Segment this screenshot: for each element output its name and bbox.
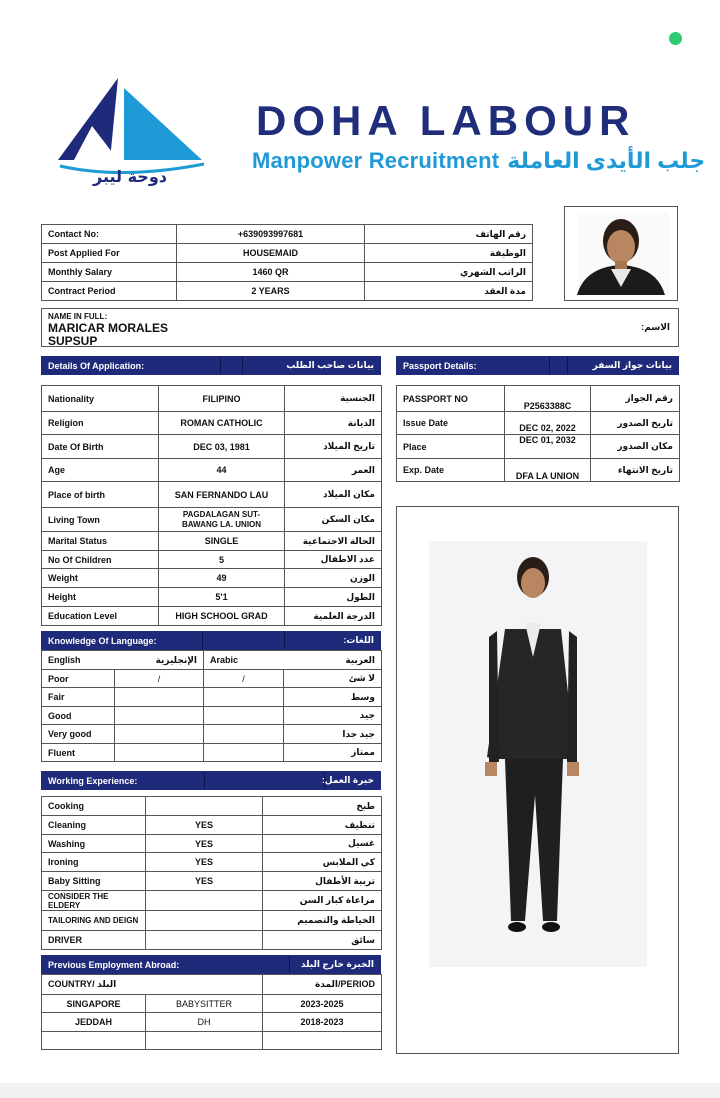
skill-value bbox=[146, 911, 263, 931]
name-label: NAME IN FULL: bbox=[48, 312, 108, 321]
table-row bbox=[42, 551, 382, 569]
level-ar: ممتاز bbox=[284, 744, 382, 762]
table-row bbox=[42, 1013, 382, 1032]
passport-ar: تاريخ الصدور bbox=[591, 412, 680, 435]
brand-subtitle-ar: جلب الأيدى العاملة bbox=[507, 148, 706, 173]
level-english bbox=[115, 707, 204, 725]
logo-arabic-text: دوحة ليبر bbox=[93, 167, 167, 186]
full-name bbox=[48, 322, 168, 348]
language-header-en: Knowledge Of Language: bbox=[48, 636, 157, 646]
passport-value: DEC 02, 2022 bbox=[505, 412, 591, 435]
col-english-ar: الإنجليزية bbox=[115, 651, 204, 670]
skill-value bbox=[146, 797, 263, 816]
table-row bbox=[42, 797, 382, 816]
contract-label: Contract Period bbox=[42, 282, 177, 301]
detail-label: Marital Status bbox=[42, 532, 159, 551]
contact-ar: رقم الهاتف bbox=[365, 225, 533, 244]
skill-ar: تنظيف bbox=[263, 816, 382, 835]
level-ar: وسط bbox=[284, 688, 382, 707]
table-row bbox=[42, 244, 533, 263]
level-ar: جيد جدا bbox=[284, 725, 382, 744]
passport-label: Place bbox=[397, 435, 505, 459]
prev-period: 2023-2025 bbox=[263, 995, 382, 1013]
detail-value: HIGH SCHOOL GRAD bbox=[159, 607, 285, 626]
status-dot bbox=[669, 32, 682, 45]
passport-ar: تاريخ الانتهاء bbox=[591, 459, 680, 482]
details-table bbox=[41, 385, 382, 626]
level-arabic bbox=[204, 725, 284, 744]
passport-label: Exp. Date bbox=[397, 459, 505, 482]
skill-value: YES bbox=[146, 872, 263, 891]
prev-period bbox=[263, 1032, 382, 1050]
level-label: Fair bbox=[42, 688, 115, 707]
table-row bbox=[42, 386, 382, 412]
level-label: Fluent bbox=[42, 744, 115, 762]
brand-subtitle bbox=[252, 148, 705, 174]
post-ar: الوظيفة bbox=[365, 244, 533, 263]
detail-value: 5'1 bbox=[159, 588, 285, 607]
table-row bbox=[42, 975, 382, 995]
table-row bbox=[42, 688, 382, 707]
passport-ar: رقم الجواز bbox=[591, 386, 680, 412]
skill-label: Washing bbox=[42, 835, 146, 853]
skill-label: Baby Sitting bbox=[42, 872, 146, 891]
level-english: / bbox=[115, 670, 204, 688]
detail-ar: الحالة الاجتماعية bbox=[285, 532, 382, 551]
skill-label: Ironing bbox=[42, 853, 146, 872]
detail-label: Date Of Birth bbox=[42, 435, 159, 459]
footer-band bbox=[0, 1083, 720, 1098]
detail-label: No Of Children bbox=[42, 551, 159, 569]
table-row bbox=[42, 995, 382, 1013]
table-row bbox=[42, 569, 382, 588]
full-body-illustration bbox=[397, 507, 678, 1053]
level-ar: لا شئ bbox=[284, 670, 382, 688]
table-row bbox=[397, 386, 680, 412]
post-value: HOUSEMAID bbox=[177, 244, 365, 263]
table-row bbox=[42, 744, 382, 762]
table-row bbox=[42, 651, 382, 670]
table-row bbox=[42, 835, 382, 853]
detail-ar: تاريخ الميلاد bbox=[285, 435, 382, 459]
detail-label: Education Level bbox=[42, 607, 159, 626]
skill-value: YES bbox=[146, 816, 263, 835]
table-row bbox=[42, 607, 382, 626]
col-country: COUNTRY/ البلد bbox=[42, 975, 146, 995]
table-row bbox=[42, 670, 382, 688]
details-header bbox=[41, 356, 381, 375]
table-row bbox=[42, 931, 382, 950]
salary-ar: الراتب الشهري bbox=[365, 263, 533, 282]
table-row bbox=[42, 588, 382, 607]
table-row bbox=[42, 853, 382, 872]
contract-ar: مدة العقد bbox=[365, 282, 533, 301]
name-line-1: MARICAR MORALES bbox=[48, 321, 168, 335]
contact-label: Contact No: bbox=[42, 225, 177, 244]
table-row bbox=[42, 225, 533, 244]
headshot-photo bbox=[564, 206, 678, 301]
contact-value: +639093997681 bbox=[177, 225, 365, 244]
detail-label: Nationality bbox=[42, 386, 159, 412]
detail-ar: مكان الميلاد bbox=[285, 482, 382, 508]
detail-ar: الجنسية bbox=[285, 386, 382, 412]
skill-label: TAILORING AND DEIGN bbox=[42, 911, 146, 931]
table-row bbox=[42, 1032, 382, 1050]
detail-value: 5 bbox=[159, 551, 285, 569]
experience-header-ar: خبرة العمل: bbox=[321, 775, 374, 785]
skill-ar: غسيل bbox=[263, 835, 382, 853]
previous-header bbox=[41, 955, 381, 974]
table-row bbox=[42, 459, 382, 482]
passport-label: Issue Date bbox=[397, 412, 505, 435]
details-header-en: Details Of Application: bbox=[48, 361, 145, 371]
table-row bbox=[42, 707, 382, 725]
detail-ar: الديانة bbox=[285, 412, 382, 435]
detail-label: Religion bbox=[42, 412, 159, 435]
detail-label: Place of birth bbox=[42, 482, 159, 508]
passport-header-ar: بيانات جواز السفر bbox=[592, 360, 672, 370]
table-row bbox=[42, 412, 382, 435]
detail-value: DEC 03, 1981 bbox=[159, 435, 285, 459]
brand-title: DOHA LABOUR bbox=[256, 97, 636, 144]
col-arabic: Arabic bbox=[204, 651, 284, 670]
detail-label: Weight bbox=[42, 569, 159, 588]
col-english: English bbox=[42, 651, 115, 670]
passport-header bbox=[396, 356, 679, 375]
salary-value: 1460 QR bbox=[177, 263, 365, 282]
level-arabic: / bbox=[204, 670, 284, 688]
table-row bbox=[42, 891, 382, 911]
previous-header-ar: الخبرة خارج البلد bbox=[300, 959, 374, 969]
table-row bbox=[42, 872, 382, 891]
prev-country bbox=[42, 1032, 146, 1050]
skill-label: Cleaning bbox=[42, 816, 146, 835]
detail-ar: مكان السكن bbox=[285, 508, 382, 532]
col-arabic-ar: العربية bbox=[284, 651, 382, 670]
contract-value: 2 YEARS bbox=[177, 282, 365, 301]
table-row bbox=[42, 508, 382, 532]
skill-ar: مراعاة كبار السن bbox=[263, 891, 382, 911]
detail-ar: عدد الاطفال bbox=[285, 551, 382, 569]
passport-value: P2563388C bbox=[505, 386, 591, 412]
detail-label: Height bbox=[42, 588, 159, 607]
brand-subtitle-en: Manpower Recruitment bbox=[252, 148, 500, 173]
table-row bbox=[42, 482, 382, 508]
level-arabic bbox=[204, 744, 284, 762]
detail-value: SAN FERNANDO LAU bbox=[159, 482, 285, 508]
detail-value: ROMAN CATHOLIC bbox=[159, 412, 285, 435]
skill-label: Cooking bbox=[42, 797, 146, 816]
detail-ar: الوزن bbox=[285, 569, 382, 588]
detail-value: 49 bbox=[159, 569, 285, 588]
passport-header-en: Passport Details: bbox=[403, 361, 477, 371]
experience-header-en: Working Experience: bbox=[48, 776, 138, 786]
skill-ar: كي الملابس bbox=[263, 853, 382, 872]
prev-country: JEDDAH bbox=[42, 1013, 146, 1032]
skill-value: YES bbox=[146, 835, 263, 853]
passport-table bbox=[396, 385, 680, 482]
name-label-ar: الاسم: bbox=[641, 322, 670, 332]
table-row bbox=[42, 435, 382, 459]
passport-label: PASSPORT NO bbox=[397, 386, 505, 412]
table-row bbox=[42, 816, 382, 835]
skill-value: YES bbox=[146, 853, 263, 872]
detail-value: SINGLE bbox=[159, 532, 285, 551]
level-english bbox=[115, 725, 204, 744]
table-row bbox=[397, 459, 680, 482]
contact-table bbox=[41, 224, 533, 301]
name-line-2: SUPSUP bbox=[48, 334, 98, 348]
level-arabic bbox=[204, 707, 284, 725]
detail-value: FILIPINO bbox=[159, 386, 285, 412]
level-english bbox=[115, 744, 204, 762]
previous-header-en: Previous Employment Abroad: bbox=[48, 960, 180, 970]
passport-value: DEC 01, 2032 bbox=[505, 435, 591, 459]
level-arabic bbox=[204, 688, 284, 707]
level-label: Good bbox=[42, 707, 115, 725]
table-row bbox=[42, 263, 533, 282]
passport-value: DFA LA UNION bbox=[505, 459, 591, 482]
skill-ar: طبخ bbox=[263, 797, 382, 816]
table-row bbox=[42, 911, 382, 931]
level-english bbox=[115, 688, 204, 707]
salary-label: Monthly Salary bbox=[42, 263, 177, 282]
table-row bbox=[42, 532, 382, 551]
language-table bbox=[41, 650, 382, 762]
post-label: Post Applied For bbox=[42, 244, 177, 263]
prev-country: SINGAPORE bbox=[42, 995, 146, 1013]
prev-role bbox=[146, 1032, 263, 1050]
detail-ar: الطول bbox=[285, 588, 382, 607]
skill-value bbox=[146, 891, 263, 911]
full-name-box bbox=[41, 308, 679, 347]
table-row bbox=[397, 412, 680, 435]
detail-ar: العمر bbox=[285, 459, 382, 482]
detail-label: Age bbox=[42, 459, 159, 482]
skill-ar: سائق bbox=[263, 931, 382, 950]
skill-ar: تربية الأطفال bbox=[263, 872, 382, 891]
skill-label: CONSIDER THE ELDERY bbox=[42, 891, 146, 911]
full-body-photo bbox=[396, 506, 679, 1054]
skill-label: DRIVER bbox=[42, 931, 146, 950]
detail-value: PAGDALAGAN SUT-BAWANG LA. UNION bbox=[159, 508, 285, 532]
previous-table bbox=[41, 974, 382, 1050]
language-header bbox=[41, 631, 381, 650]
experience-header bbox=[41, 771, 381, 790]
doha-labour-logo bbox=[52, 76, 208, 186]
level-label: Poor bbox=[42, 670, 115, 688]
skill-value bbox=[146, 931, 263, 950]
detail-value: 44 bbox=[159, 459, 285, 482]
experience-table bbox=[41, 796, 382, 950]
col-period: PERIOD/المدة bbox=[263, 975, 382, 995]
detail-ar: الدرجة العلمية bbox=[285, 607, 382, 626]
detail-label: Living Town bbox=[42, 508, 159, 532]
prev-role: BABYSITTER bbox=[146, 995, 263, 1013]
table-row bbox=[397, 435, 680, 459]
table-row bbox=[42, 725, 382, 744]
level-label: Very good bbox=[42, 725, 115, 744]
level-ar: جيد bbox=[284, 707, 382, 725]
language-header-ar: اللغات: bbox=[343, 635, 374, 645]
headshot-illustration bbox=[565, 207, 677, 300]
prev-role: DH bbox=[146, 1013, 263, 1032]
skill-ar: الخياطة والتصميم bbox=[263, 911, 382, 931]
details-header-ar: بيانات صاحب الطلب bbox=[286, 360, 374, 370]
prev-period: 2018-2023 bbox=[263, 1013, 382, 1032]
passport-ar: مكان الصدور bbox=[591, 435, 680, 459]
table-row bbox=[42, 282, 533, 301]
